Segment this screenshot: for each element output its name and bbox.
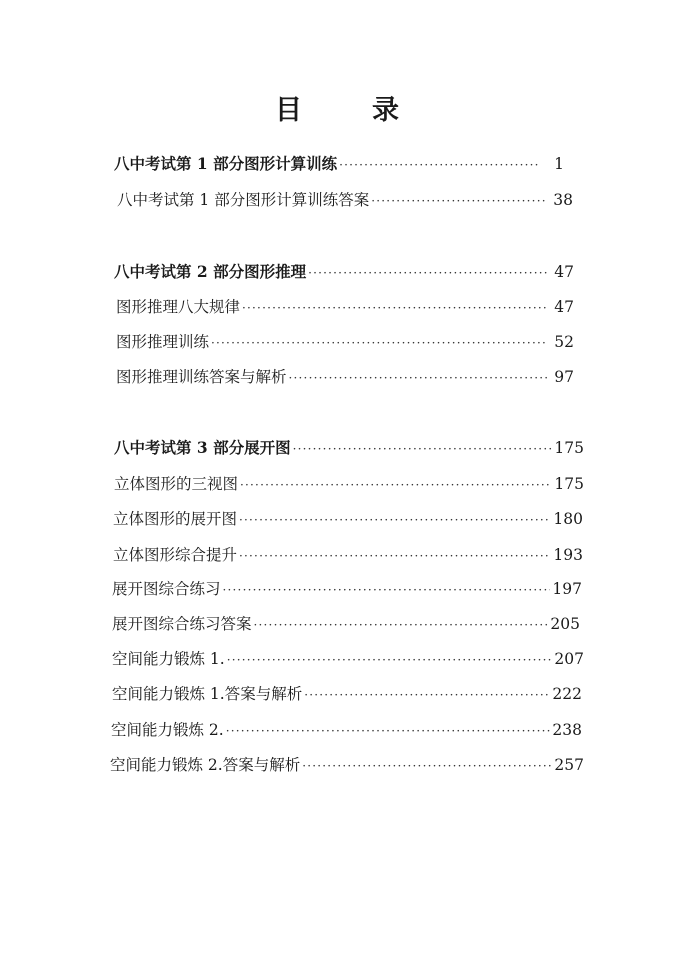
toc-entry[interactable] [111,718,582,740]
toc-page-number: 47 [554,298,574,316]
title-char-1: 目 [275,95,302,126]
leader-dots [302,759,552,773]
leader-dots [304,688,550,702]
toc-entry-label: 空间能力锻炼 2.答案与解析 [110,756,301,774]
toc-entry[interactable] [112,577,582,599]
toc-page-number: 52 [554,333,574,351]
toc-page-number: 257 [554,756,584,774]
toc-entry-label: 图形推理训练 [116,333,210,351]
leader-dots [227,653,553,667]
toc-page-number: 193 [553,546,583,564]
leader-dots [211,336,548,350]
toc-page-number: 1 [554,155,564,173]
toc-entry-label: 立体图形的展开图 [113,510,238,528]
toc-page-number: 175 [554,439,584,457]
toc-entry-label: 展开图综合练习答案 [112,615,252,633]
toc-entry-label: 立体图形综合提升 [113,546,238,564]
toc-page-number: 222 [552,685,582,703]
leader-dots [308,266,548,280]
toc-section-1[interactable] [114,152,564,174]
toc-entry[interactable] [117,188,573,210]
toc-page-number: 38 [553,191,573,209]
toc-entry[interactable] [112,682,582,704]
toc-section-3[interactable] [114,436,584,458]
leader-dots [226,724,551,738]
leader-dots [289,371,548,385]
toc-entry[interactable] [116,295,574,317]
toc-page-number: 175 [554,475,584,493]
leader-dots [239,513,551,527]
toc-entry-label: 图形推理八大规律 [116,298,241,316]
toc-entry-label: 图形推理训练答案与解析 [116,368,287,386]
toc-page-number: 197 [552,580,582,598]
toc-entry[interactable] [112,612,580,634]
toc-page-number: 47 [554,263,574,281]
toc-entry[interactable] [113,543,583,565]
leader-dots [371,194,547,208]
toc-entry[interactable] [113,507,583,529]
toc-page-number: 207 [554,650,584,668]
toc-page-number: 238 [552,721,582,739]
leader-dots [339,158,538,172]
toc-entry-label: 八中考试第 2 部分图形推理 [114,262,307,281]
toc-entry-label: 立体图形的三视图 [114,475,239,493]
leader-dots [223,583,551,597]
toc-entry[interactable] [116,330,574,352]
toc-entry[interactable] [112,647,584,669]
toc-entry-label: 八中考试第 1 部分图形计算训练答案 [117,191,370,209]
toc-entry[interactable] [116,365,574,387]
leader-dots [242,301,548,315]
toc-page-number: 205 [550,615,580,633]
toc-section-2[interactable] [114,260,574,282]
toc-entry-label: 空间能力锻炼 1.答案与解析 [112,685,303,703]
leader-dots [254,618,549,632]
toc-page-number: 97 [554,368,574,386]
toc-page-number: 180 [553,510,583,528]
toc-entry[interactable] [110,753,584,775]
leader-dots [239,549,551,563]
toc-title [0,88,674,127]
leader-dots [240,478,552,492]
toc-entry-label: 空间能力锻炼 1. [112,650,225,668]
title-char-2: 录 [372,95,399,126]
toc-entry-label: 展开图综合练习 [112,580,221,598]
toc-entry[interactable] [114,472,584,494]
toc-entry-label: 八中考试第 3 部分展开图 [114,438,291,457]
leader-dots [293,442,553,456]
toc-entry-label: 空间能力锻炼 2. [111,721,224,739]
toc-entry-label: 八中考试第 1 部分图形计算训练 [114,154,338,173]
